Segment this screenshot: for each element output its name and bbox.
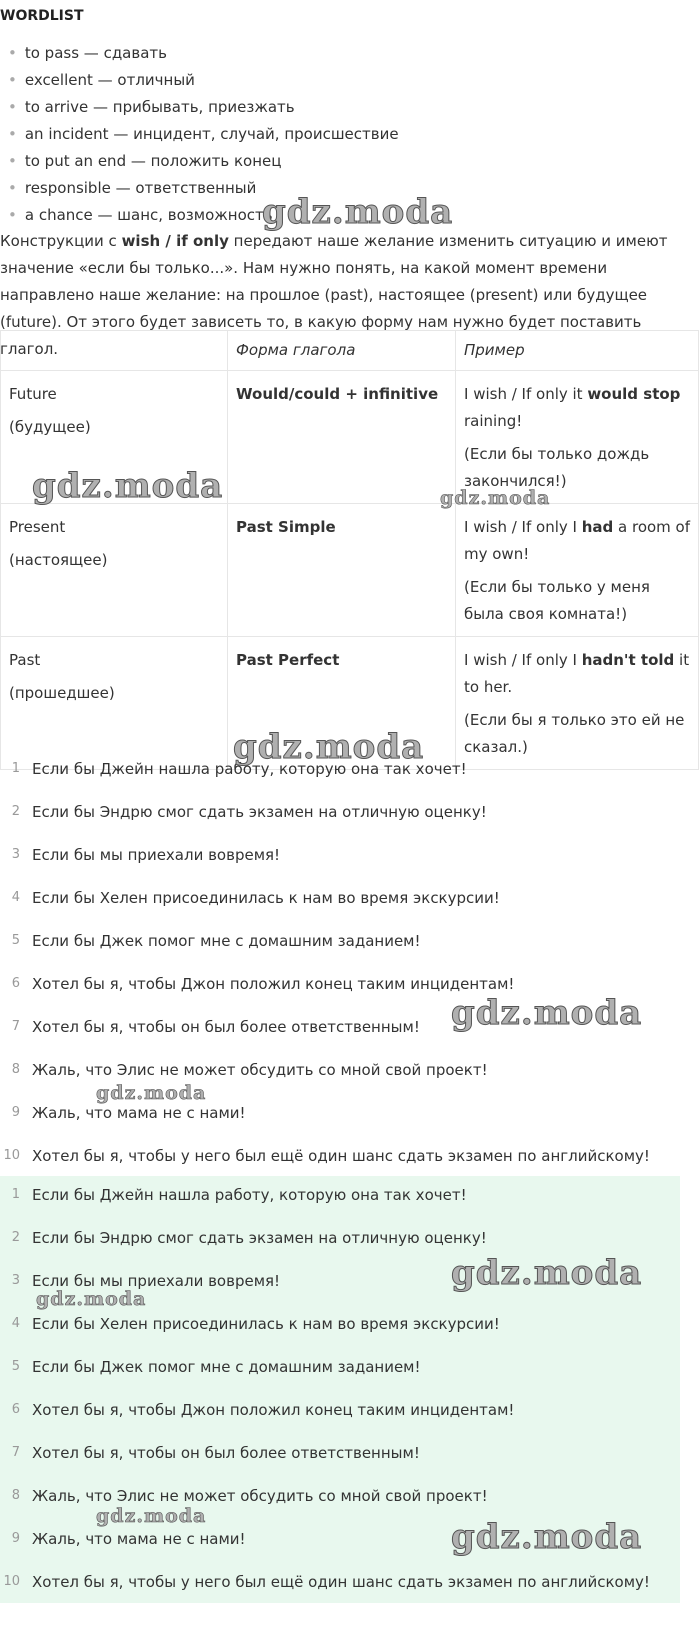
example-cell: I wish / If only I hadn't told it to her. (Если бы я только это ей не сказал.) [456,637,699,770]
item-text: Хотел бы я, чтобы Джон положил конец таким инцидентам! [32,1401,515,1419]
example-cell: I wish / If only it would stop raining! (Если бы только дождь закончился!) [456,371,699,504]
list-item: • excellent — отличный [8,71,195,89]
item-text: Хотел бы я, чтобы он был более ответственным! [32,1444,420,1462]
list-item [0,1227,680,1270]
list-item [0,1270,680,1313]
item-text: Если бы Джейн нашла работу, которую она так хочет! [32,760,467,778]
list-item [0,1571,680,1614]
item-number: 10 [3,1574,20,1589]
item-number: 9 [11,1531,20,1546]
watermark: gdz.moda [96,1505,207,1527]
item-text: Хотел бы я, чтобы он был более ответственным! [32,1018,420,1036]
wordlist-heading: WORDLIST [0,8,84,24]
answer-list [0,1176,680,1603]
item-number: 1 [11,1187,20,1202]
example-cell: I wish / If only I had a room of my own! (Если бы только у меня была своя комната!) [456,504,699,637]
list-item [0,1102,680,1145]
item-text: Если бы Хелен присоединилась к нам во время экскурсии! [32,889,500,907]
intro-paragraph: Конструкции с wish / if only передают наше желание изменить ситуацию и имеют значение «если бы только...». Нам нужно понять, на какой момент времени направлено наше желание: на прошлое (past), настоящее (present) или будущее (future). От этого будет зависеть то, в какую форму нам нужно будет поставить глагол. [0,232,668,358]
watermark: gdz.moda [36,1288,147,1310]
time-cell: Future (будущее) [1,371,228,504]
item-number: 3 [11,847,20,862]
list-item: • to pass — сдавать [8,44,167,62]
watermark: gdz.moda [32,466,224,506]
watermark: gdz.moda [440,487,551,509]
item-number: 2 [11,804,20,819]
bullet-icon: • [8,44,17,62]
list-item [0,758,680,801]
list-item [0,930,680,973]
list-item [0,1313,680,1356]
item-number: 4 [11,1316,20,1331]
item-number: 9 [11,1105,20,1120]
table-row [1,371,699,504]
item-number: 5 [11,933,20,948]
item-text: Хотел бы я, чтобы Джон положил конец таким инцидентам! [32,975,515,993]
table-row [1,504,699,637]
list-item [0,1399,680,1442]
item-text: Если бы Эндрю смог сдать экзамен на отличную оценку! [32,803,487,821]
wordlist [8,40,488,229]
watermark: gdz.moda [96,1082,207,1104]
item-text: Если бы мы приехали вовремя! [32,846,281,864]
watermark: gdz.moda [451,1517,643,1557]
watermark: gdz.moda [233,727,425,767]
item-text: Если бы мы приехали вовремя! [32,1272,281,1290]
header-cell-form: Форма глагола [228,331,456,371]
form-cell: Past Perfect [228,637,456,770]
bullet-icon: • [8,206,17,224]
item-number: 7 [11,1019,20,1034]
bullet-icon: • [8,71,17,89]
item-number: 6 [11,1402,20,1417]
grammar-table [0,330,699,770]
item-text: Если бы Джейн нашла работу, которую она так хочет! [32,1186,467,1204]
list-item [0,1016,680,1059]
watermark: gdz.moda [451,1253,643,1293]
intro-keyword: wish / if only [121,232,229,250]
table-header-row [1,331,699,371]
item-number: 6 [11,976,20,991]
list-item [0,1184,680,1227]
item-number: 7 [11,1445,20,1460]
item-number: 1 [11,761,20,776]
list-item [0,887,680,930]
item-number: 5 [11,1359,20,1374]
time-cell: Present (настоящее) [1,504,228,637]
item-number: 4 [11,890,20,905]
item-text: Если бы Джек помог мне с домашним заданием! [32,1358,421,1376]
list-item [0,973,680,1016]
form-cell: Past Simple [228,504,456,637]
list-item [0,1442,680,1485]
header-cell-example: Пример [456,331,699,371]
list-item: • an incident — инцидент, случай, происшествие [8,125,399,143]
bullet-icon: • [8,152,17,170]
bullet-icon: • [8,125,17,143]
item-number: 8 [11,1062,20,1077]
list-item: • to put an end — положить конец [8,152,282,170]
form-cell: Would/could + infinitive [228,371,456,504]
item-number: 10 [3,1148,20,1163]
table-row [1,637,699,770]
header-cell-empty [1,331,228,371]
bullet-icon: • [8,179,17,197]
time-cell: Past (прошедшее) [1,637,228,770]
list-item: • a chance — шанс, возможность [8,206,273,224]
item-text: Жаль, что Элис не может обсудить со мной свой проект! [32,1487,488,1505]
list-item: • to arrive — прибывать, приезжать [8,98,295,116]
item-number: 3 [11,1273,20,1288]
list-item [0,1356,680,1399]
item-text: Хотел бы я, чтобы у него был ещё один шанс сдать экзамен по английскому! [32,1573,650,1591]
item-text: Хотел бы я, чтобы у него был ещё один шанс сдать экзамен по английскому! [32,1147,650,1165]
item-text: Если бы Джек помог мне с домашним заданием! [32,932,421,950]
watermark: gdz.moda [451,993,643,1033]
item-text: Если бы Эндрю смог сдать экзамен на отличную оценку! [32,1229,487,1247]
bullet-icon: • [8,98,17,116]
list-item [0,1528,680,1571]
list-item [0,1059,680,1102]
list-item [0,844,680,887]
item-text: Жаль, что Элис не может обсудить со мной свой проект! [32,1061,488,1079]
sentence-list [0,758,680,1188]
list-item [0,801,680,844]
item-number: 8 [11,1488,20,1503]
item-text: Если бы Хелен присоединилась к нам во время экскурсии! [32,1315,500,1333]
item-number: 2 [11,1230,20,1245]
item-text: Жаль, что мама не с нами! [32,1104,246,1122]
list-item [0,1485,680,1528]
list-item: • responsible — ответственный [8,179,257,197]
item-text: Жаль, что мама не с нами! [32,1530,246,1548]
watermark: gdz.moda [262,192,454,232]
